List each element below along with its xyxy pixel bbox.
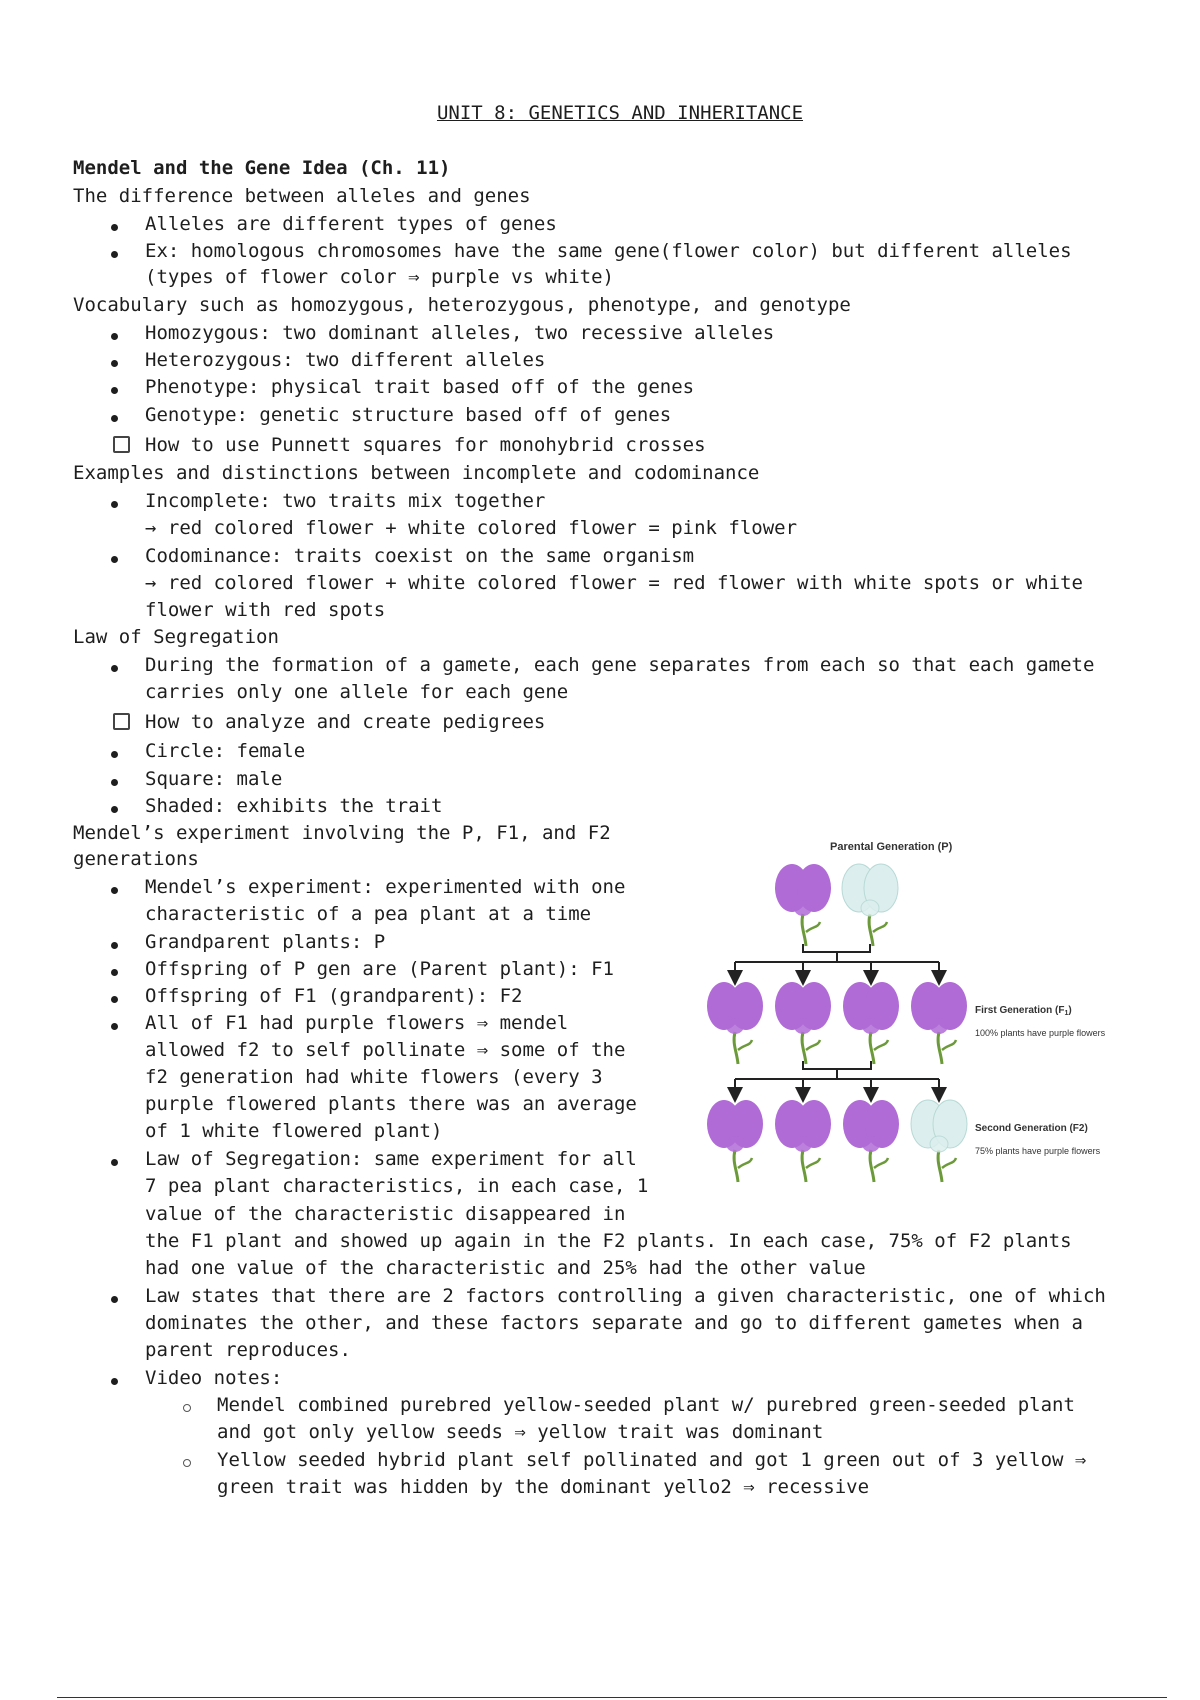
bullet	[111, 942, 118, 949]
purple-flower-icon	[707, 1100, 763, 1182]
bullet	[111, 1159, 118, 1166]
mendel-cross-figure	[705, 836, 1165, 1200]
note-line: During the formation of a gamete, each gene separates from each so that each gamete	[145, 654, 1095, 676]
purple-flower-icon	[775, 1100, 831, 1182]
parental-generation-label: Parental Generation (P)	[830, 841, 953, 853]
purple-flower-icon	[911, 982, 967, 1064]
note-line: 7 pea plant characteristics, in each case, 1	[145, 1175, 649, 1197]
bullet	[111, 1378, 118, 1385]
cross-connector	[803, 1061, 871, 1069]
bullet	[111, 1023, 118, 1030]
bullet	[111, 251, 118, 258]
topic-alleles-genes: The difference between alleles and genes	[73, 185, 531, 207]
note-line: Heterozygous: two different alleles	[145, 349, 546, 371]
bullet	[111, 556, 118, 563]
note-line: Mendel’s experiment: experimented with one	[145, 876, 626, 898]
bullet	[111, 360, 118, 367]
note-line: Phenotype: physical trait based off of the genes	[145, 376, 695, 398]
cross-connector	[803, 944, 870, 952]
note-line: Yellow seeded hybrid plant self pollinated and got 1 green out of 3 yellow ⇒	[217, 1449, 1087, 1471]
first-generation-label: First Generation $(F_1)$	[975, 1005, 1072, 1017]
note-line: had one value of the characteristic and 25% had the other value	[145, 1257, 866, 1279]
topic-vocabulary: Vocabulary such as homozygous, heterozygous, phenotype, and genotype	[73, 294, 851, 316]
topic-dominance: Examples and distinctions between incomplete and codominance	[73, 462, 760, 484]
note-line: of 1 white flowered plant)	[145, 1120, 443, 1142]
note-line: Grandparent plants: P	[145, 931, 386, 953]
purple-flower-icon	[707, 982, 763, 1064]
second-generation-note: 75% plants have purple flowers	[975, 1146, 1101, 1156]
first-generation-note: 100% plants have purple flowers	[975, 1028, 1106, 1038]
section-heading: Mendel and the Gene Idea (Ch. 11)	[73, 157, 451, 179]
bullet	[111, 806, 118, 813]
note-line: f2 generation had white flowers (every 3	[145, 1066, 603, 1088]
note-line: Shaded: exhibits the trait	[145, 795, 443, 817]
second-generation-label: Second Generation (F2)	[975, 1123, 1088, 1134]
note-line: All of F1 had purple flowers ⇒ mendel	[145, 1012, 569, 1034]
note-line: dominates the other, and these factors separate and go to different gametes when a	[145, 1312, 1083, 1334]
purple-flower-icon	[843, 982, 899, 1064]
note-line: Ex: homologous chromosomes have the same gene(flower color) but different alleles	[145, 240, 1072, 262]
topic-mendel-experiment: generations	[73, 848, 199, 870]
note-line: Codominance: traits coexist on the same organism	[145, 545, 695, 567]
note-line: (types of flower color ⇒ purple vs white)	[145, 266, 614, 288]
bullet	[111, 333, 118, 340]
bullet	[111, 779, 118, 786]
note-line: parent reproduces.	[145, 1339, 351, 1361]
note-line: value of the characteristic disappeared in	[145, 1203, 626, 1225]
note-line: Mendel combined purebred yellow-seeded plant w/ purebred green-seeded plant	[217, 1394, 1075, 1416]
note-line: Homozygous: two dominant alleles, two recessive alleles	[145, 322, 775, 344]
white-flower-icon	[911, 1100, 967, 1182]
note-line: Video notes:	[145, 1367, 283, 1389]
bullet	[111, 996, 118, 1003]
note-line: Genotype: genetic structure based off of genes	[145, 404, 672, 426]
bullet	[111, 969, 118, 976]
note-line: flower with red spots	[145, 599, 386, 621]
checkbox-punnett[interactable]	[113, 436, 130, 453]
bullet	[111, 665, 118, 672]
checklist-item: How to use Punnett squares for monohybrid crosses	[145, 434, 706, 456]
note-line: Law of Segregation: same experiment for all	[145, 1148, 637, 1170]
purple-flower-icon	[843, 1100, 899, 1182]
note-line: Offspring of F1 (grandparent): F2	[145, 985, 523, 1007]
sub-bullet	[183, 1459, 191, 1467]
note-line: → red colored flower + white colored flower = red flower with white spots or white	[145, 572, 1083, 594]
sub-bullet	[183, 1404, 191, 1412]
note-line: Square: male	[145, 768, 283, 790]
topic-segregation: Law of Segregation	[73, 626, 279, 648]
note-line: Alleles are different types of genes	[145, 213, 557, 235]
note-line: the F1 plant and showed up again in the F2 plants. In each case, 75% of F2 plants	[145, 1230, 1072, 1252]
note-line: Offspring of P gen are (Parent plant): F1	[145, 958, 614, 980]
purple-flower-icon	[775, 864, 831, 946]
checkbox-pedigrees[interactable]	[113, 713, 130, 730]
note-line: → red colored flower + white colored flower = pink flower	[145, 517, 798, 539]
bullet	[111, 501, 118, 508]
white-flower-icon	[842, 864, 898, 946]
checklist-item: How to analyze and create pedigrees	[145, 711, 546, 733]
note-line: Law states that there are 2 factors controlling a given characteristic, one of which	[145, 1285, 1106, 1307]
topic-mendel-experiment: Mendel’s experiment involving the P, F1, and F2	[73, 822, 611, 844]
bullet	[111, 1296, 118, 1303]
bullet	[111, 224, 118, 231]
footer-divider	[57, 1697, 1167, 1698]
note-line: Incomplete: two traits mix together	[145, 490, 546, 512]
bullet	[111, 415, 118, 422]
note-line: Circle: female	[145, 740, 306, 762]
note-line: allowed f2 to self pollinate ⇒ some of the	[145, 1039, 626, 1061]
bullet	[111, 751, 118, 758]
bullet	[111, 887, 118, 894]
purple-flower-icon	[775, 982, 831, 1064]
note-line: purple flowered plants there was an average	[145, 1093, 637, 1115]
note-line: characteristic of a pea plant at a time	[145, 903, 592, 925]
bullet	[111, 387, 118, 394]
page-title: UNIT 8: GENETICS AND INHERITANCE	[436, 102, 804, 124]
note-line: and got only yellow seeds ⇒ yellow trait was dominant	[217, 1421, 824, 1443]
note-line: green trait was hidden by the dominant yello2 ⇒ recessive	[217, 1476, 870, 1498]
note-line: carries only one allele for each gene	[145, 681, 569, 703]
